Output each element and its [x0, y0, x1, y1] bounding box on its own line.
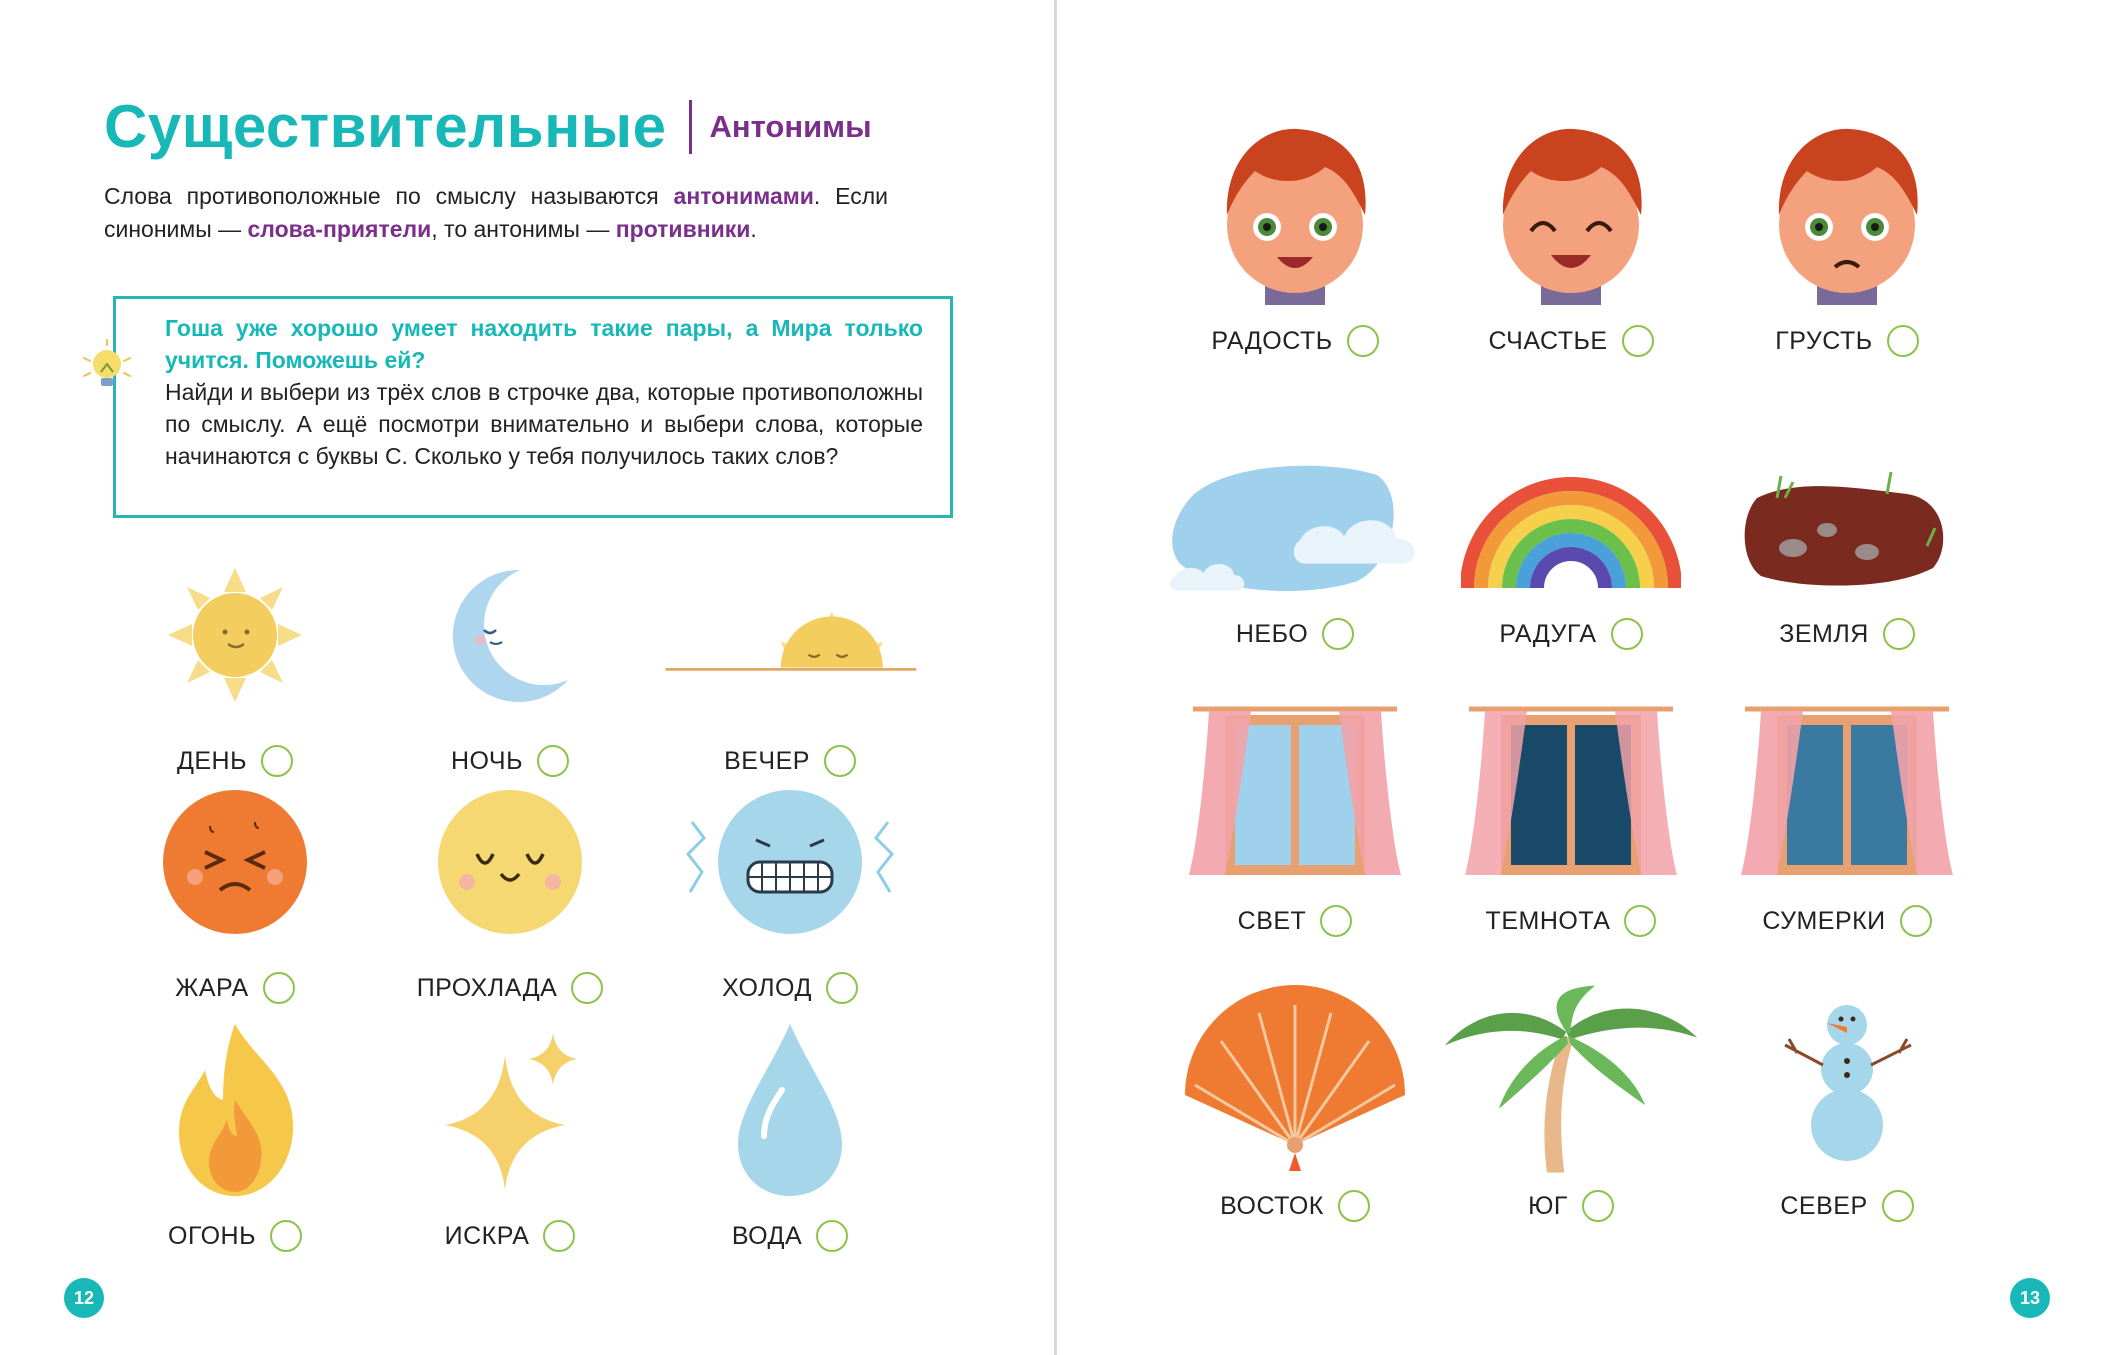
word-item-east [1165, 990, 1425, 1240]
intro-highlight-friends: слова-приятели [247, 216, 432, 242]
intro-paragraph [104, 180, 888, 246]
page-title: Существительные [104, 93, 667, 160]
answer-checkbox[interactable] [543, 1220, 575, 1252]
intro-highlight-opponents: противники [615, 216, 751, 242]
window-dark-icon [1461, 695, 1681, 895]
hot-face-icon [150, 782, 320, 942]
cool-face-icon [425, 782, 595, 942]
word-item-spark [380, 1020, 640, 1270]
word-item-sky [1165, 438, 1425, 688]
intro-text: Слова противоположные по смыслу называются [104, 183, 674, 209]
sunset-icon [660, 560, 920, 710]
left-page [0, 0, 1054, 1355]
word-item-happiness [1441, 125, 1701, 375]
task-lead: Гоша уже хорошо умеет находить такие пары, а Мира только учится. Поможешь ей? [165, 315, 923, 373]
word-label: РАДУГА [1499, 619, 1597, 648]
word-item-earth [1717, 438, 1977, 688]
snowman-icon [1767, 995, 1927, 1165]
cold-face-icon [670, 782, 910, 942]
word-label: СЕВЕР [1780, 1191, 1868, 1220]
word-label: ВОСТОК [1220, 1191, 1324, 1220]
word-item-darkness [1441, 705, 1701, 955]
task-body: Найди и выбери из трёх слов в строчке два, которые противоположны по смыслу. А ещё посмотри внимательно и выбери слова, которые начинаются с буквы С. Сколько у тебя получилось таких слов? [165, 379, 923, 469]
header [104, 92, 872, 161]
word-item-fire [105, 1020, 365, 1270]
word-item-dusk [1717, 705, 1977, 955]
word-label: НОЧЬ [450, 746, 524, 775]
word-item-light [1165, 705, 1425, 955]
page-subtitle: Антонимы [709, 108, 872, 144]
word-label: ОГОНЬ [168, 1221, 256, 1250]
answer-checkbox[interactable] [270, 1220, 302, 1252]
answer-checkbox[interactable] [1887, 325, 1919, 357]
word-item-cold [660, 772, 920, 1022]
word-item-heat [105, 772, 365, 1022]
answer-checkbox[interactable] [1622, 325, 1654, 357]
water-drop-icon [730, 1020, 850, 1200]
word-item-joy [1165, 125, 1425, 375]
word-label: ТЕМНОТА [1485, 906, 1611, 935]
answer-checkbox[interactable] [816, 1220, 848, 1252]
answer-checkbox[interactable] [1338, 1190, 1370, 1222]
lightbulb-icon [76, 336, 138, 398]
word-label: ЮГ [1528, 1191, 1568, 1220]
answer-checkbox[interactable] [1900, 905, 1932, 937]
answer-checkbox[interactable] [1611, 618, 1643, 650]
answer-checkbox[interactable] [1322, 618, 1354, 650]
word-label: СВЕТ [1237, 906, 1307, 935]
answer-checkbox[interactable] [263, 972, 295, 1004]
fan-icon [1175, 985, 1415, 1175]
happy-boy-icon [1205, 115, 1385, 315]
sparkle-icon [435, 1025, 585, 1195]
answer-checkbox[interactable] [1882, 1190, 1914, 1222]
word-item-south [1441, 990, 1701, 1240]
moon-icon [440, 560, 580, 710]
sad-boy-icon [1757, 115, 1937, 315]
earth-icon [1737, 458, 1957, 598]
word-label: СЧАСТЬЕ [1488, 326, 1608, 355]
word-label: ИСКРА [444, 1221, 530, 1250]
rainbow-icon [1461, 458, 1681, 598]
word-item-night [380, 545, 640, 795]
word-item-sadness [1717, 125, 1977, 375]
answer-checkbox[interactable] [1624, 905, 1656, 937]
word-item-water [660, 1020, 920, 1270]
word-label: ХОЛОД [722, 973, 812, 1002]
sun-icon [160, 560, 310, 710]
answer-checkbox[interactable] [1883, 618, 1915, 650]
page-number: 13 [2010, 1278, 2050, 1318]
word-item-evening [660, 545, 920, 795]
right-page [1057, 0, 2109, 1355]
word-item-day [105, 545, 365, 795]
word-label: РАДОСТЬ [1211, 326, 1333, 355]
word-item-coolness [380, 772, 640, 1022]
title-divider [689, 100, 692, 154]
intro-text: , то антонимы — [431, 216, 616, 242]
word-label: ВОДА [731, 1221, 803, 1250]
word-label: НЕБО [1235, 619, 1309, 648]
word-item-rainbow [1441, 438, 1701, 688]
word-label: ПРОХЛАДА [416, 973, 558, 1002]
word-label: ДЕНЬ [176, 746, 248, 775]
page-number: 12 [64, 1278, 104, 1318]
word-label: СУМЕРКИ [1762, 906, 1886, 935]
intro-text: . [750, 216, 757, 242]
window-light-icon [1185, 695, 1405, 895]
word-label: ЗЕМЛЯ [1779, 619, 1869, 648]
window-dusk-icon [1737, 695, 1957, 895]
task-text [165, 312, 923, 472]
word-label: ГРУСТЬ [1775, 326, 1873, 355]
answer-checkbox[interactable] [1347, 325, 1379, 357]
word-label: ВЕЧЕР [724, 746, 810, 775]
answer-checkbox[interactable] [571, 972, 603, 1004]
joyful-boy-icon [1481, 115, 1661, 315]
sky-icon [1165, 453, 1425, 603]
answer-checkbox[interactable] [1582, 1190, 1614, 1222]
intro-text: . Если синонимы — [104, 183, 888, 242]
intro-highlight-antonyms: антонимами [673, 183, 814, 209]
answer-checkbox[interactable] [1320, 905, 1352, 937]
fire-icon [165, 1020, 305, 1200]
answer-checkbox[interactable] [826, 972, 858, 1004]
palm-tree-icon [1441, 980, 1701, 1180]
word-label: ЖАРА [175, 973, 249, 1002]
word-item-north [1717, 990, 1977, 1240]
